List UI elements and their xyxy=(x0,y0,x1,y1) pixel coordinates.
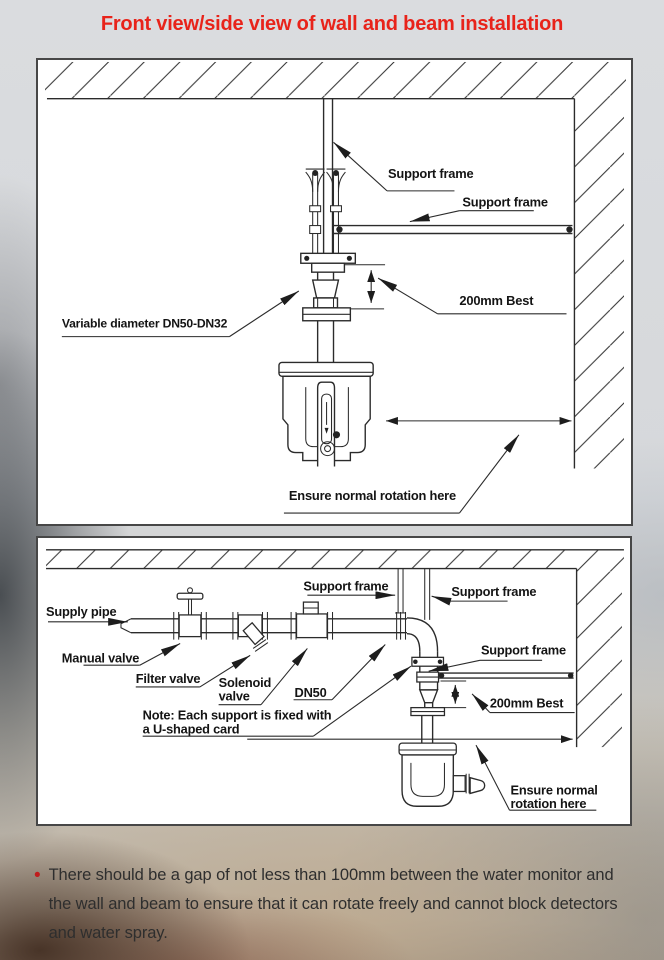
solenoid-valve-label-line1: Solenoid xyxy=(218,674,272,690)
rotation-label-line1: Ensure normal xyxy=(510,782,598,798)
support-hanger-rods xyxy=(310,173,342,253)
rotation-label: Ensure normal rotation here xyxy=(288,488,456,504)
support-frame-hanger-label: Support frame xyxy=(303,578,389,594)
side-view-panel xyxy=(36,536,632,826)
horizontal-pipe xyxy=(121,619,407,633)
label-gap-dimension xyxy=(378,278,566,314)
note-text xyxy=(49,861,618,948)
label-support-frame-beam xyxy=(410,195,548,222)
wall-hatch xyxy=(577,569,622,748)
front-view-diagram xyxy=(38,60,631,524)
label-reducer xyxy=(62,291,299,337)
supply-pipe-label: Supply pipe xyxy=(46,603,117,619)
manual-valve-label: Manual valve xyxy=(61,650,140,666)
side-view-diagram xyxy=(38,538,630,824)
installation-note xyxy=(34,861,656,948)
wall-support-beam xyxy=(439,673,574,679)
gap-dimension-arrow xyxy=(441,681,467,708)
page-title: Front view/side view of wall and beam installation xyxy=(100,13,564,35)
ceiling-hatch xyxy=(45,62,626,99)
rotation-label-line2: rotation here xyxy=(510,796,587,812)
support-frame-pipe-label: Support frame xyxy=(388,165,474,181)
label-supply-pipe xyxy=(46,604,128,622)
reducer-label: Variable diameter DN50-DN32 xyxy=(61,316,228,331)
ceiling-hatch xyxy=(46,550,624,569)
water-monitor-front xyxy=(279,362,373,466)
gap-dimension-label: 200mm Best xyxy=(459,292,534,308)
filter-valve xyxy=(233,612,268,651)
label-gap-dimension xyxy=(472,694,575,713)
water-monitor-side xyxy=(399,743,485,806)
gap-dimension-label: 200mm Best xyxy=(489,695,564,711)
label-dn50 xyxy=(294,645,386,700)
front-view-panel xyxy=(36,58,633,526)
wall-support-beam xyxy=(333,226,573,234)
pipe-clamp xyxy=(301,253,356,272)
reducer-assembly xyxy=(411,690,445,743)
support-hanger-anchors xyxy=(306,169,346,192)
label-support-frame-pipe xyxy=(334,142,474,191)
reducer-assembly xyxy=(303,272,351,362)
solenoid-valve-label-line2: valve xyxy=(218,688,250,704)
elbow-flange xyxy=(397,612,406,640)
support-frame-riser-label: Support frame xyxy=(451,584,537,600)
label-support-frame-riser xyxy=(432,584,537,601)
filter-valve-label: Filter valve xyxy=(135,670,201,686)
gap-dimension-arrow xyxy=(344,265,385,309)
bullet-icon: • xyxy=(34,865,41,886)
dn50-label: DN50 xyxy=(294,684,327,700)
note-line-2: the wall and beam to ensure that it can rotate freely and cannot block detectors xyxy=(48,895,618,913)
label-rotation xyxy=(476,745,598,811)
note-line-3: and water spray. xyxy=(48,924,168,942)
support-frame-wall-label: Support frame xyxy=(480,642,566,658)
label-support-frame-hanger xyxy=(303,578,395,595)
support-frame-beam-label: Support frame xyxy=(462,194,548,210)
support-note-line1: Note: Each support is fixed with xyxy=(142,707,332,723)
drop-pipe xyxy=(324,99,333,264)
solenoid-valve xyxy=(291,602,332,639)
wall-hatch xyxy=(574,99,624,469)
label-support-frame-wall xyxy=(429,642,566,671)
manual-valve xyxy=(174,588,207,640)
label-manual-valve xyxy=(62,644,180,666)
support-note-line2: a U-shaped card xyxy=(142,721,240,737)
note-line-1: There should be a gap of not less than 100mm between the water monitor and xyxy=(48,866,614,884)
